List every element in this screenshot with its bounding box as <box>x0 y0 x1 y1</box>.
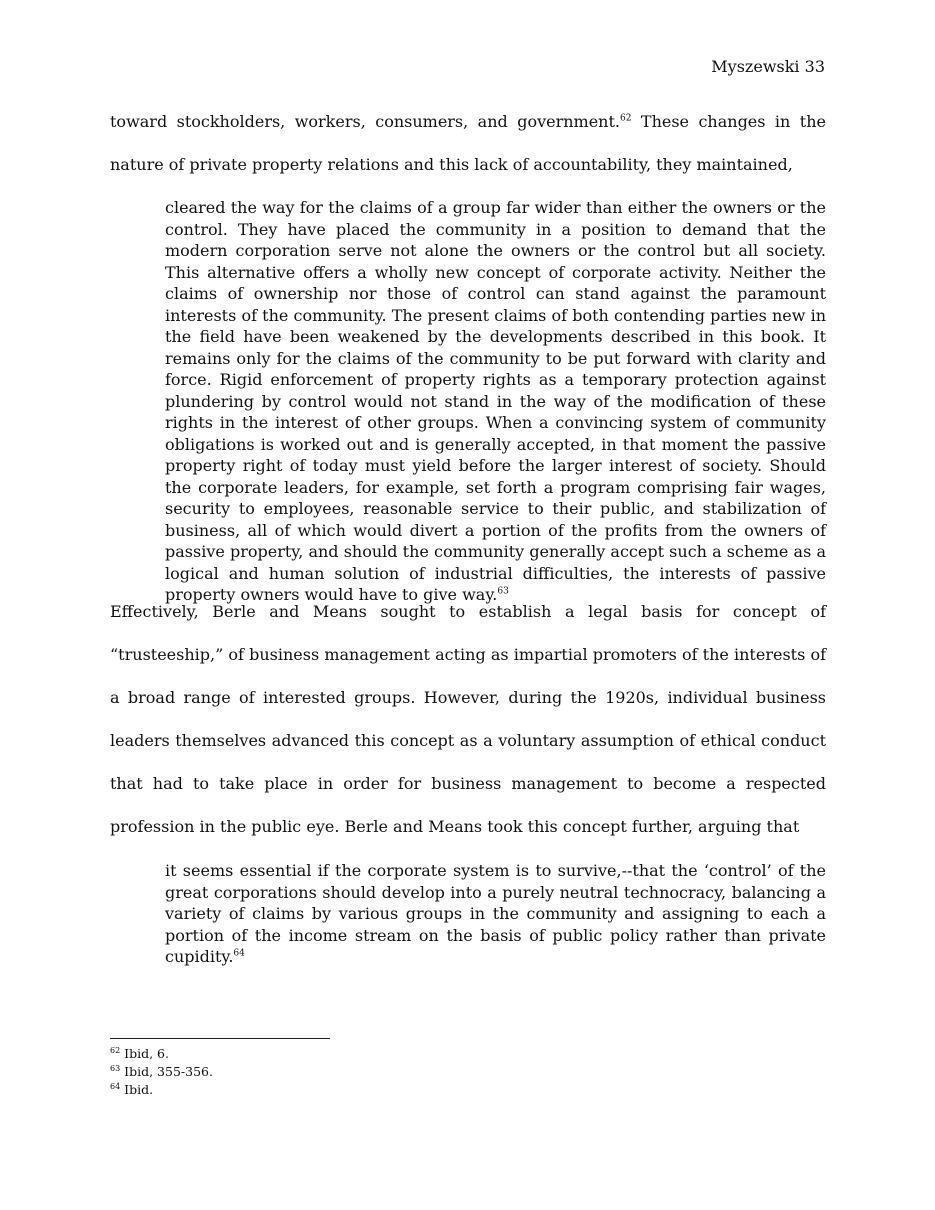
body-paragraph <box>110 590 826 848</box>
footnote <box>110 1063 213 1081</box>
footnote-text: Ibid, 355-356. <box>124 1064 213 1079</box>
footnote-text: Ibid. <box>124 1082 154 1097</box>
footnote-text: Ibid, 6. <box>124 1046 169 1061</box>
footnote-list <box>110 1045 213 1099</box>
footnote <box>110 1045 213 1063</box>
block-quote <box>165 860 826 968</box>
footnote-marker: 64 <box>233 948 245 959</box>
footnote-separator <box>110 1038 330 1039</box>
block-quote <box>165 197 826 606</box>
footnote-number: 64 <box>110 1081 121 1091</box>
footnote-marker: 63 <box>497 586 509 597</box>
paragraph-text: These changes in the nature of private property relations and this lack of accountability, they maintained, <box>110 112 826 174</box>
quote-text: cleared the way for the claims of a group far wider than either the owners or the control. They have placed the community in a position to demand that the modern corporation serve not alone the owners or the control but all society. This alternative offers a wholly new concept of corporate activity. Neither the claims of ownership nor those of control can stand against the paramount interests of the community. The present claims of both contending parties new in the field have been weakened by the developments described in this book. It remains only for the claims of the community to be put forward with clarity and force. Rigid enforcement of property rights as a temporary protection against plundering by control would not stand in the way of the modification of these rights in the interest of other groups. When a convincing system of community obligations is worked out and is generally accepted, in that moment the passive property right of today must yield before the larger interest of society. Should the corporate leaders, for example, set forth a program comprising fair wages, security to employees, reasonable service to their public, and stabilization of business, all of which would divert a portion of the profits from the owners of passive property, and should the community generally accept such a scheme as a logical and human solution of industrial difficulties, the interests of passive property owners would have to give way. <box>165 198 826 604</box>
footnote-number: 63 <box>110 1063 121 1073</box>
footnote-marker: 62 <box>620 113 632 124</box>
footnote-number: 62 <box>110 1045 121 1055</box>
footnote <box>110 1081 213 1099</box>
running-head: Myszewski 33 <box>711 57 825 76</box>
paragraph-text: toward stockholders, workers, consumers, and government. <box>110 112 620 131</box>
body-paragraph <box>110 100 826 186</box>
quote-text: it seems essential if the corporate system is to survive,--that the ‘control’ of the great corporations should develop into a purely neutral technocracy, balancing a variety of claims by various groups in the community and assigning to each a portion of the income stream on the basis of public policy rather than private cupidity. <box>165 861 826 966</box>
paragraph-text: Effectively, Berle and Means sought to establish a legal basis for concept of “trusteeship,” of business management acting as impartial promoters of the interests of a broad range of interested groups. However, during the 1920s, individual business leaders themselves advanced this concept as a voluntary assumption of ethical conduct that had to take place in order for business management to become a respected profession in the public eye. Berle and Means took this concept further, arguing that <box>110 602 826 836</box>
